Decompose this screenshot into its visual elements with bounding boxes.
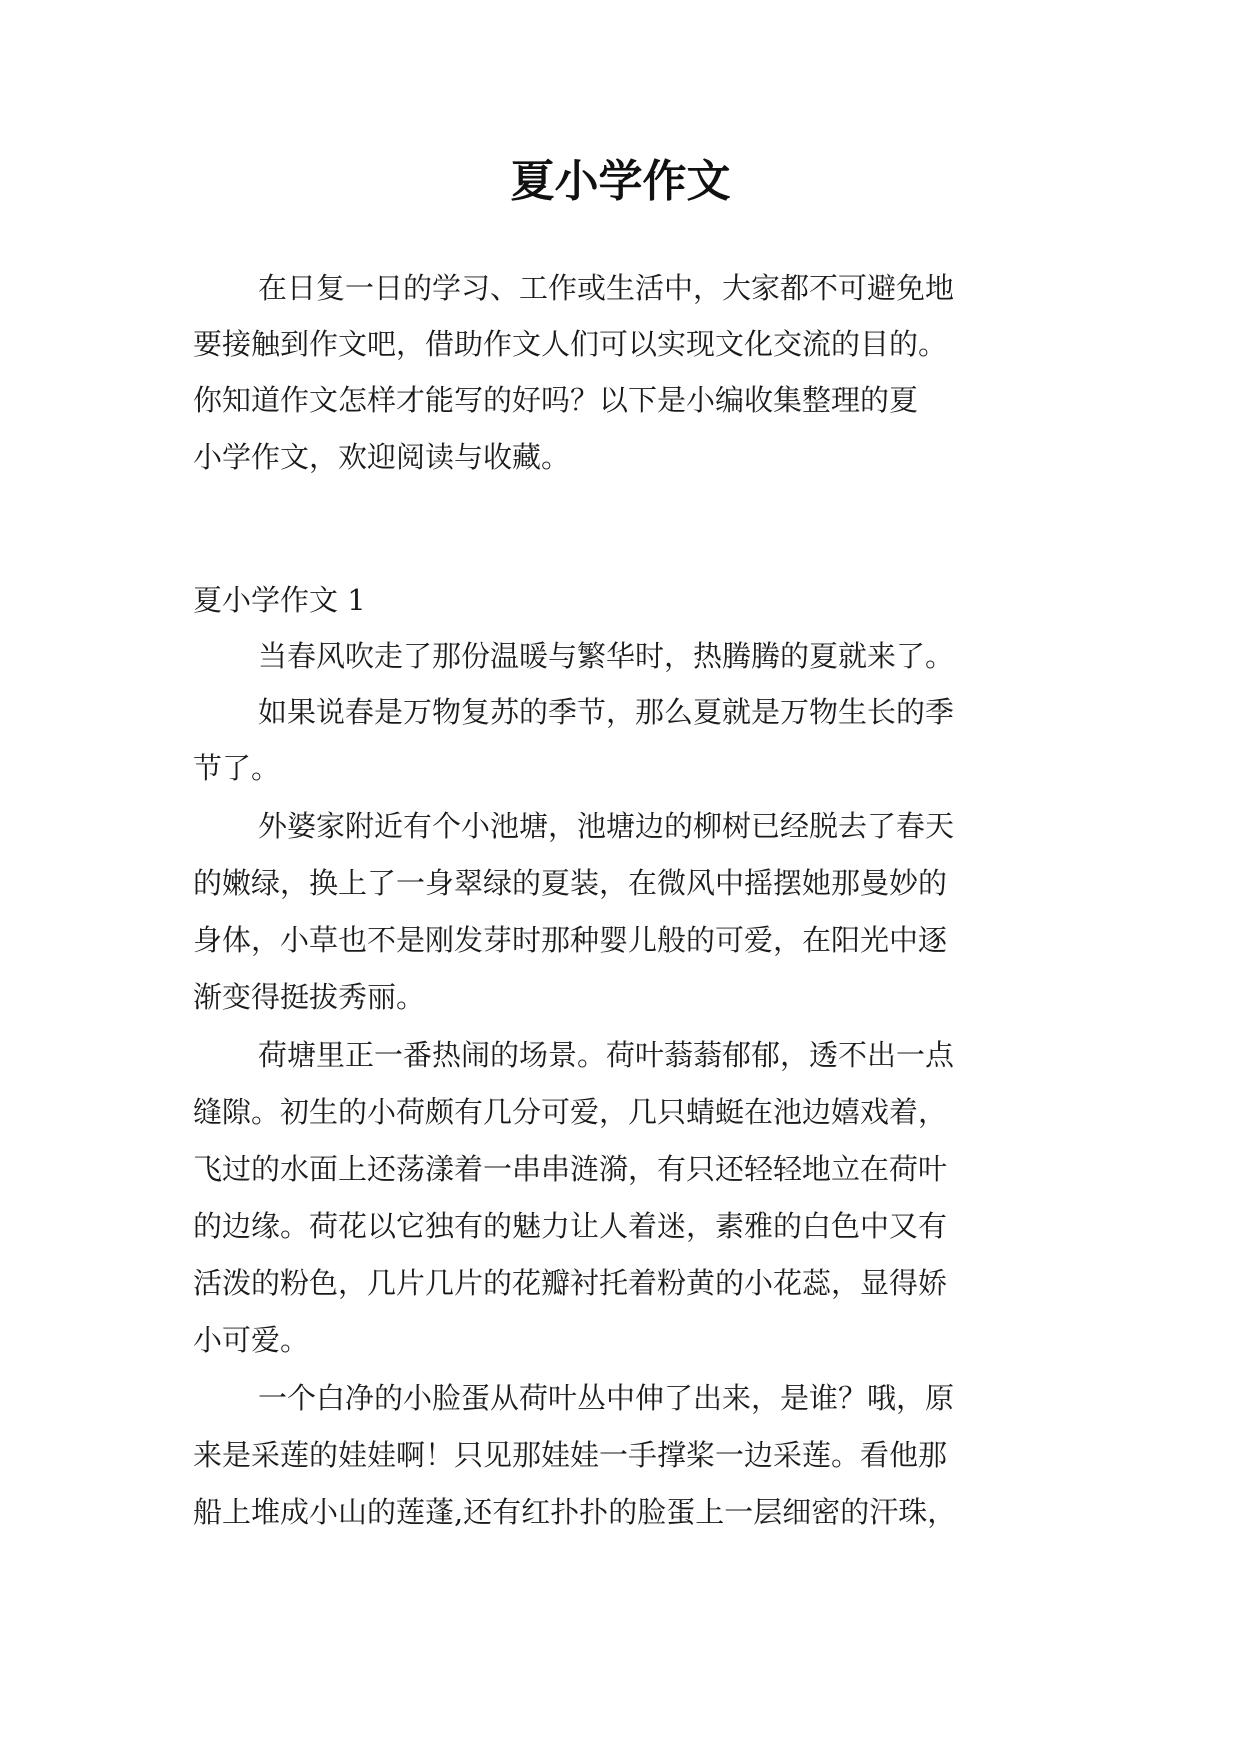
document-title: 夏小学作文 bbox=[510, 156, 731, 207]
body-line-6: 身体，小草也不是刚发芽时那种婴儿般的可爱，在阳光中逐 bbox=[193, 923, 948, 957]
body-line-14: 一个白净的小脸蛋从荷叶丛中伸了出来，是谁？哦，原 bbox=[258, 1381, 955, 1415]
body-line-13: 小可爱。 bbox=[193, 1323, 310, 1357]
body-line-15: 来是采莲的娃娃啊！只见那娃娃一手撑桨一边采莲。看他那 bbox=[193, 1438, 948, 1472]
section-heading: 夏小学作文 1 bbox=[193, 583, 366, 617]
body-line-4: 外婆家附近有个小池塘，池塘边的柳树已经脱去了春天 bbox=[258, 809, 955, 843]
intro-line-2: 要接触到作文吧，借助作文人们可以实现文化交流的目的。 bbox=[193, 327, 948, 361]
body-line-7: 渐变得挺拔秀丽。 bbox=[193, 980, 426, 1014]
body-line-2: 如果说春是万物复苏的季节，那么夏就是万物生长的季 bbox=[258, 695, 955, 729]
body-line-1: 当春风吹走了那份温暖与繁华时，热腾腾的夏就来了。 bbox=[258, 639, 955, 673]
intro-line-3: 你知道作文怎样才能写的好吗？以下是小编收集整理的夏 bbox=[193, 383, 919, 417]
body-line-12: 活泼的粉色，几片几片的花瓣衬托着粉黄的小花蕊，显得娇 bbox=[193, 1266, 948, 1300]
intro-line-1: 在日复一日的学习、工作或生活中，大家都不可避免地 bbox=[258, 271, 955, 305]
body-line-9: 缝隙。初生的小荷颇有几分可爱，几只蜻蜓在池边嬉戏着， bbox=[193, 1095, 948, 1129]
body-line-11: 的边缘。荷花以它独有的魅力让人着迷，素雅的白色中又有 bbox=[193, 1209, 948, 1243]
intro-line-4: 小学作文，欢迎阅读与收藏。 bbox=[193, 440, 571, 474]
body-line-8: 荷塘里正一番热闹的场景。荷叶蓊蓊郁郁，透不出一点 bbox=[258, 1038, 955, 1072]
body-line-5: 的嫩绿，换上了一身翠绿的夏装，在微风中摇摆她那曼妙的 bbox=[193, 866, 948, 900]
body-line-3: 节了。 bbox=[193, 751, 281, 785]
body-line-16: 船上堆成小山的莲蓬,还有红扑扑的脸蛋上一层细密的汗珠， bbox=[193, 1495, 957, 1529]
body-line-10: 飞过的水面上还荡漾着一串串涟漪，有只还轻轻地立在荷叶 bbox=[193, 1152, 948, 1186]
